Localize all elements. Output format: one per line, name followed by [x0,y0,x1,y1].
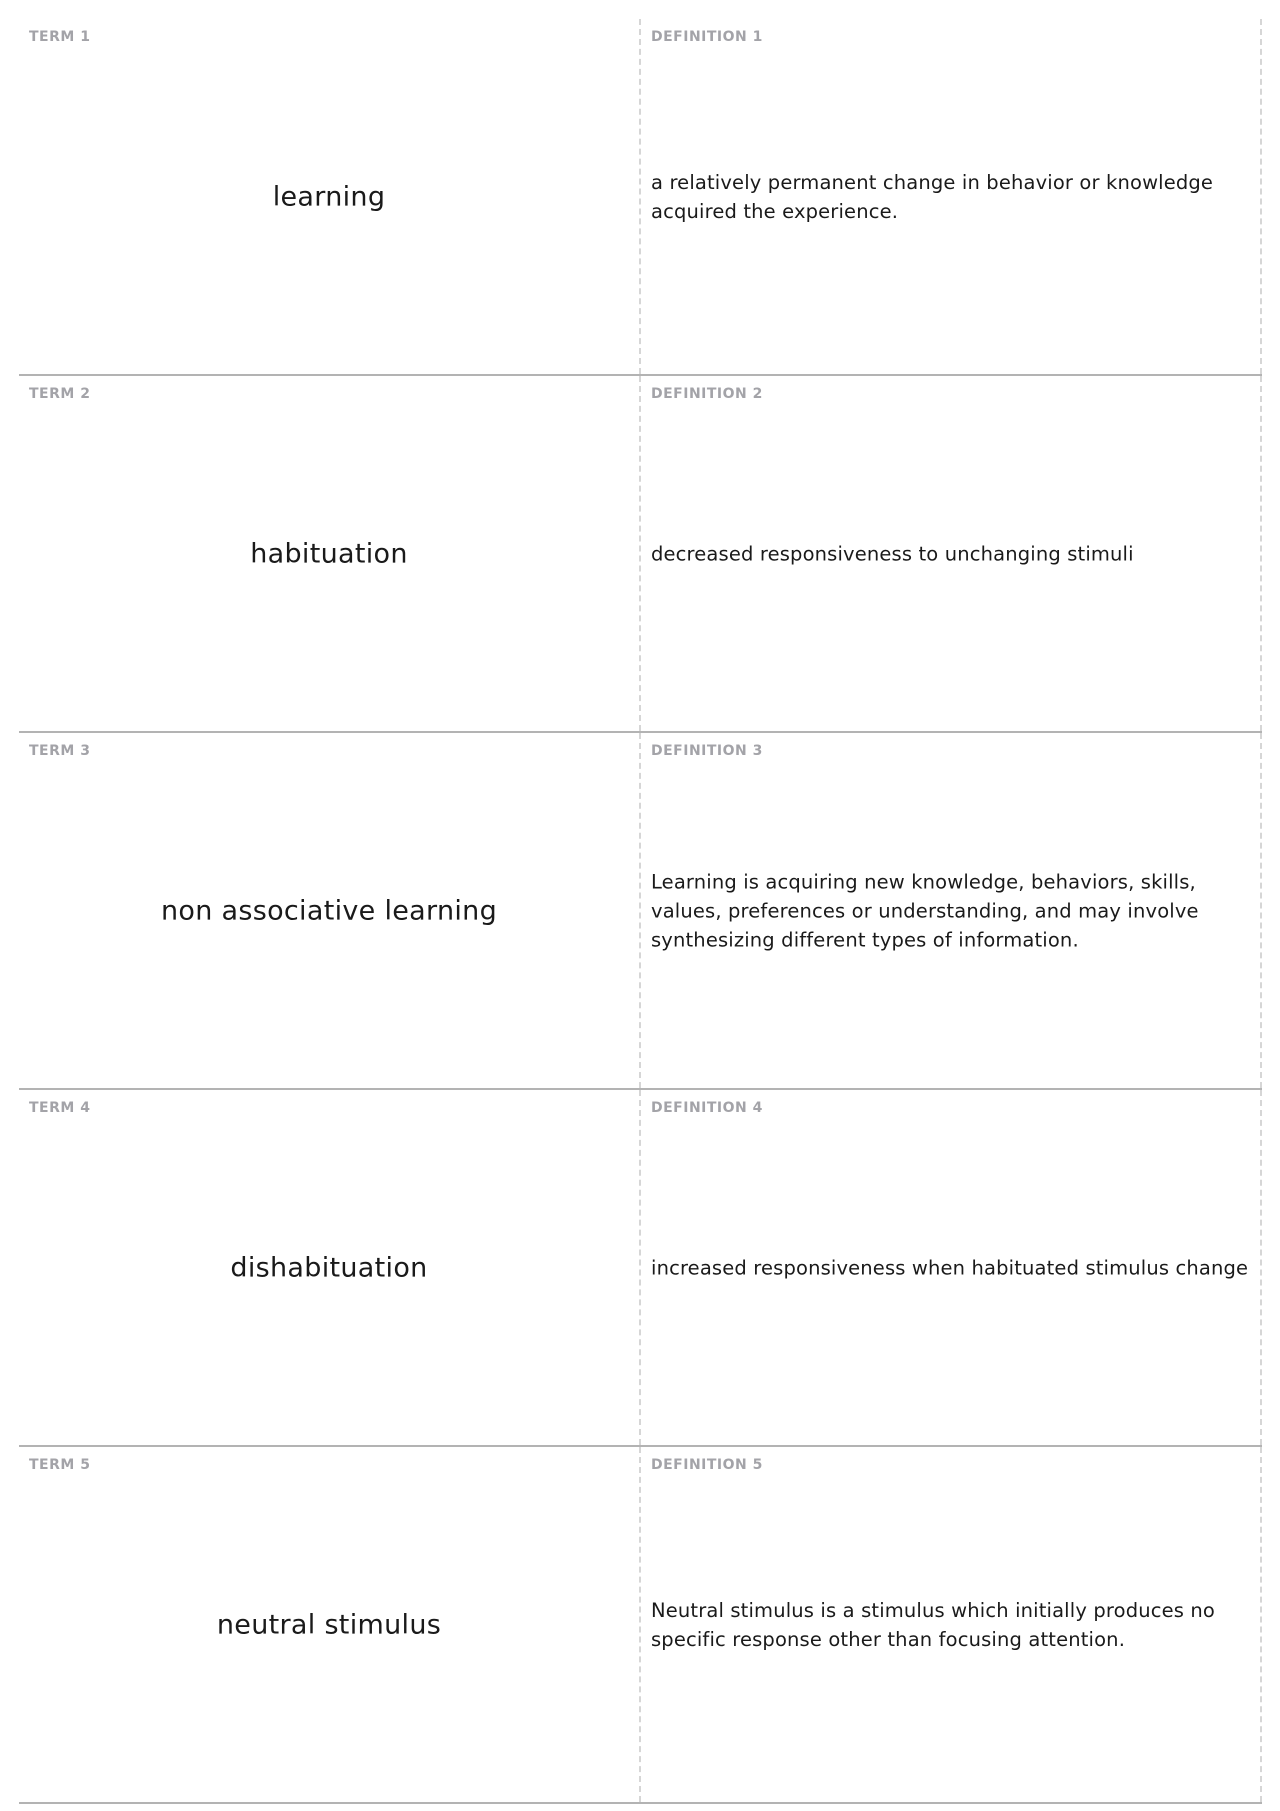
term-label: TERM 5 [29,1457,91,1473]
flashcard-row [19,733,1262,1090]
definition-label: DEFINITION 5 [651,1457,763,1473]
term-cell [19,733,641,1088]
term-text: dishabituation [230,1252,428,1283]
definition-text: Neutral stimulus is a stimulus which initially produces no specific response other than focusing attention. [651,1598,1216,1651]
definition-label: DEFINITION 2 [651,386,763,402]
definition-cell [641,19,1262,374]
flashcard-row [19,1447,1262,1804]
term-text: non associative learning [160,895,498,926]
term-cell [19,376,641,731]
definition-text: Learning is acquiring new knowledge, behaviors, skills, values, preferences or understanding, and may involve synthesizing different types of information. [651,870,1199,951]
definition-text: a relatively permanent change in behavior or knowledge acquired the experience. [651,170,1214,223]
definition-label: DEFINITION 4 [651,1100,763,1116]
definition-cell [641,733,1262,1088]
term-cell [19,19,641,374]
definition-label: DEFINITION 1 [651,29,763,45]
term-label: TERM 1 [29,29,91,45]
term-cell [19,1447,641,1802]
definition-cell [641,1090,1262,1445]
term-text: learning [272,181,386,212]
flashcard-row [19,376,1262,733]
flashcard-row [19,1090,1262,1447]
term-text: neutral stimulus [216,1609,442,1640]
term-label: TERM 3 [29,743,91,759]
definition-text: increased responsiveness when habituated stimulus change [651,1256,1249,1279]
flashcard-sheet [19,19,1262,1804]
term-label: TERM 4 [29,1100,91,1116]
definition-cell [641,1447,1262,1802]
definition-text: decreased responsiveness to unchanging stimuli [651,542,1134,565]
flashcard-row [19,19,1262,376]
definition-cell [641,376,1262,731]
term-text: habituation [250,538,408,569]
term-label: TERM 2 [29,386,91,402]
definition-label: DEFINITION 3 [651,743,763,759]
term-cell [19,1090,641,1445]
